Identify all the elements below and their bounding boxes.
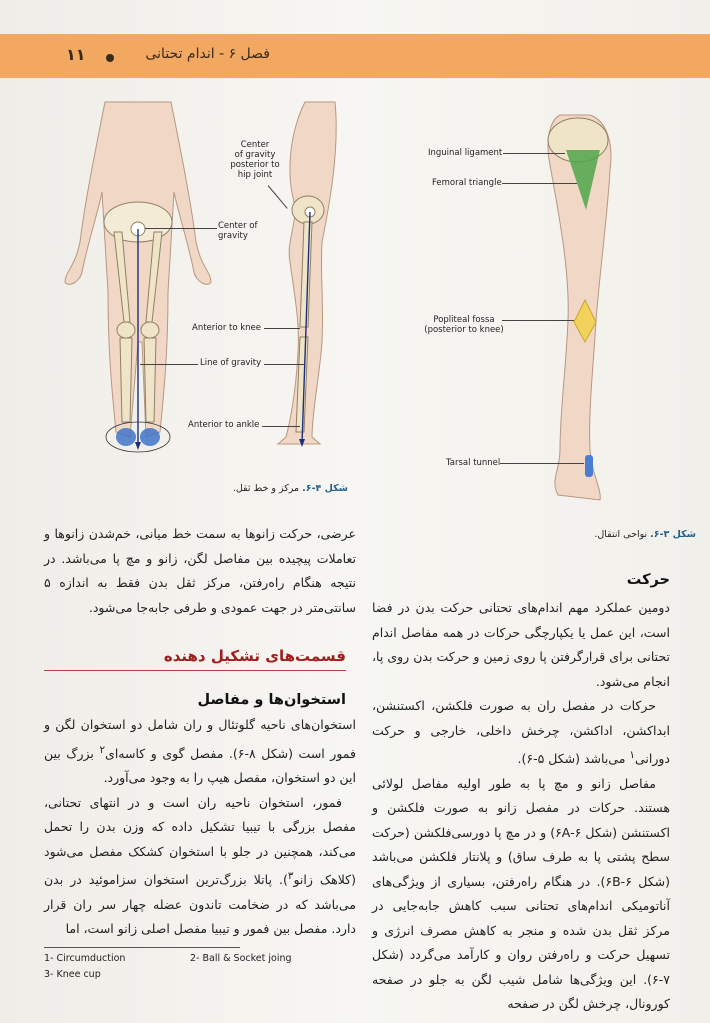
label-line: Center [240, 140, 270, 150]
label-line: posterior to [230, 160, 280, 170]
label-anterior-to-ankle: Anterior to ankle [188, 420, 260, 430]
section-heading-components [44, 644, 346, 670]
footnote-1: 1- Circumduction [44, 953, 126, 964]
label-anterior-to-knee: Anterior to knee [192, 323, 262, 333]
section-heading: حرکت [626, 572, 670, 588]
label-center-gravity-posterior [215, 140, 295, 180]
label-line: Popliteal fossa [433, 315, 495, 325]
label-line: gravity [218, 231, 248, 241]
footnote-rule [44, 947, 240, 948]
label-center-of-gravity [218, 221, 258, 241]
footnote-ref: ۳ [287, 870, 294, 883]
paragraph-movement-3: مفاصل زانو و مچ پا به طور اولیه مفاصل لولائی هستند. حرکات در مفصل زانو به صورت فلکشن و اکستنشن (شکل ۶A-۶) و در مچ پا دورسی‌فلکشن (حرکت سطح پشتی پا به طرف ساق) و پلانتار فلکشن می‌باشد (شکل ۶B-۶). در هنگام راه‌رفتن، بسیاری از ویژگی‌های آناتومیکی اندام‌های تحتانی سبب کاهش جابه‌جایی در مرکز ثقل بدن شده و منجر به کاهش مصرف انرژی و تسهیل حرکت و راه‌رفتن روان و کارآمد می‌گردد (شکل ۷-۶). این ویژگی‌ها شامل شیب لگن به جلو در صفحه کورونال، چرخش لگن در صفحه [372, 775, 670, 1012]
leader-line [264, 364, 304, 365]
page-number: ۱۱ [66, 45, 86, 64]
text-run: ). پاتلا بزرگ‌ترین استخوان سزاموئید در بدن می‌باشد که در ضخامت تاندون عضله چهار سر ران قرار دارد. مفصل بین فمور و تیبیا مفصل اصلی زانو است، اما [44, 872, 356, 937]
caption-text: نواحی انتقال. [594, 529, 651, 540]
footnote-3: 3- Knee cup [44, 969, 101, 980]
leader-line [262, 426, 300, 427]
heading-movement [380, 568, 670, 593]
label-femoral-triangle: Femoral triangle [432, 178, 502, 188]
label-line-of-gravity: Line of gravity [200, 358, 262, 368]
footnote-2: 2- Ball & Socket joing [190, 953, 292, 964]
label-line: Center of [218, 221, 258, 231]
text-run: می‌باشد (شکل ۵-۶). [517, 751, 630, 767]
paragraph-intro: عرضی، حرکت زانوها به سمت خط میانی، خم‌شدن زانوها و تعاملات پیچیده بین مفاصل لگن، زانو و مچ پا می‌باشد. در نتیجه هنگام راه‌رفتن، مرکز ثقل بدن فقط به اندازه ۵ سانتی‌متر در جهت عمودی و طرفی جابه‌جا می‌شود. [44, 526, 356, 615]
leader-line [502, 320, 574, 321]
subsection-heading-bones [44, 688, 346, 713]
leader-line [140, 364, 198, 365]
figure-caption-3-6 [594, 529, 696, 540]
leader-line [500, 463, 584, 464]
header-bullet [106, 54, 114, 62]
label-inguinal-ligament: Inguinal ligament [428, 148, 503, 158]
caption-number: شکل ۴-۶. [302, 483, 348, 494]
text-column-right [372, 596, 670, 1017]
label-line: hip joint [237, 170, 273, 180]
figure-caption-4-6 [233, 483, 348, 494]
text-run: استخوان‌های ناحیه گلوتئال و ران شامل دو استخوان لگن و فمور است (شکل ۸-۶). مفصل گوی و کاسه‌ای [44, 717, 356, 761]
page-header [0, 34, 710, 78]
label-popliteal-fossa [424, 315, 504, 335]
figure-center-of-gravity [50, 92, 350, 467]
text-column-left-body [44, 713, 356, 942]
caption-number: شکل ۳-۶. [650, 529, 696, 540]
leader-line [264, 328, 300, 329]
subsection-heading: استخوان‌ها و مفاصل [197, 692, 346, 708]
leader-line [145, 228, 217, 229]
label-line: (posterior to knee) [424, 325, 504, 335]
text-run: حرکات در مفصل ران به صورت فلکشن، اکستنشن، ابداکشن، اداکشن، چرخش داخلی، خارجی و حرکت دورانی [372, 698, 670, 767]
leader-line [503, 153, 565, 154]
heading-rule [44, 670, 346, 671]
footnote-ref: ۲ [99, 743, 106, 756]
label-tarsal-tunnel: Tarsal tunnel [446, 458, 501, 468]
text-column-left [44, 522, 356, 620]
chapter-title: فصل ۶ - اندام تحتانی [145, 46, 270, 62]
anatomy-front-side-illustration [50, 92, 350, 467]
paragraph-movement-2 [372, 694, 670, 772]
footnote-ref: ۱ [629, 749, 635, 761]
paragraph-femur [44, 791, 356, 942]
leader-line [502, 183, 577, 184]
paragraph-movement-1: دومین عملکرد مهم اندام‌های تحتانی حرکت بدن در فضا است، این عمل یا یکپارچگی حرکات در همه مفاصل اندام تحتانی برای قرارگرفتن پا روی زمین و حرکت بدن روی پا، انجام می‌شود. [372, 600, 670, 689]
caption-text: مرکز و خط ثقل. [232, 483, 303, 494]
leg-side-illustration [530, 110, 620, 520]
section-heading: قسمت‌های تشکیل دهنده [163, 647, 346, 665]
label-line: of gravity [234, 150, 276, 160]
text-run: بزرگ بین این دو استخوان، مفصل هیپ را به وجود می‌آورد. [44, 745, 356, 786]
figure-transition-regions [530, 110, 620, 520]
paragraph-bones [44, 713, 356, 791]
text-run: فمور، استخوان ناحیه ران است و در انتهای تحتانی، مفصل بزرگی با تیبیا تشکیل داده که وزن بدن را تحمل می‌کند، همچنین در جلو با استخوان کشکک مفصل می‌شود (کلاهک زانو [44, 794, 356, 888]
